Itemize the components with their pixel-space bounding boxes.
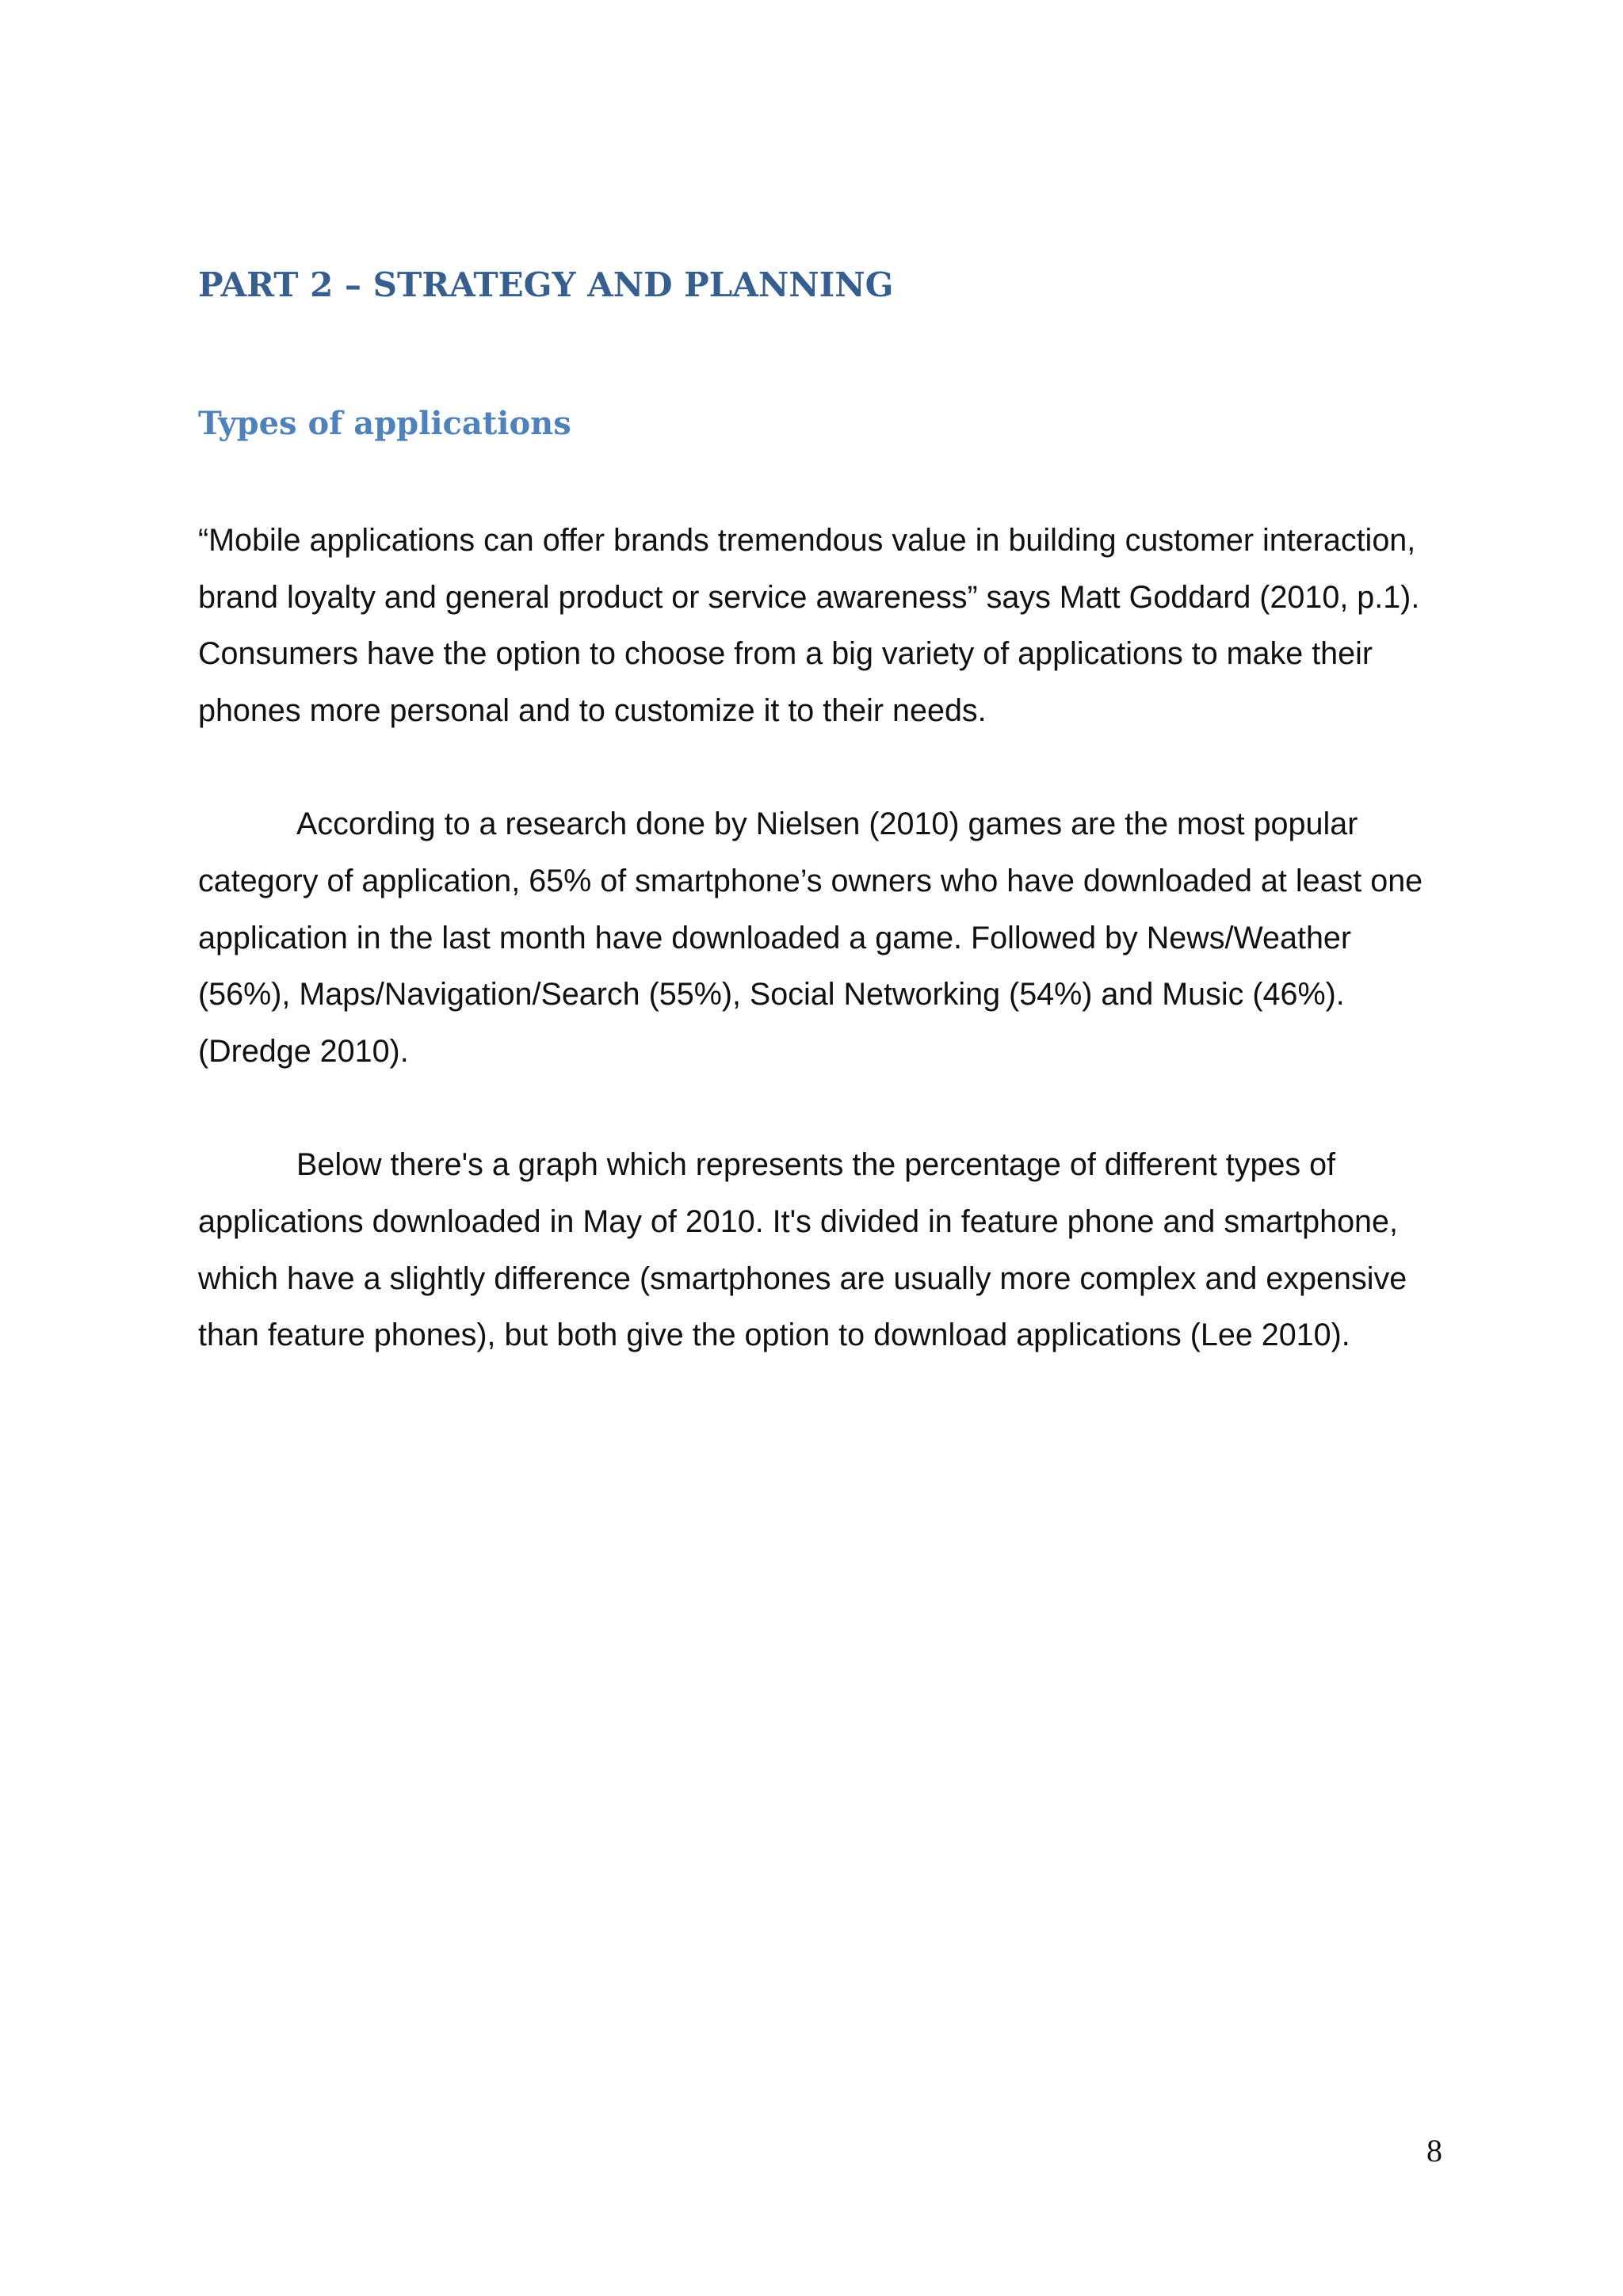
page-content bbox=[198, 261, 1442, 1364]
section-heading: Types of applications bbox=[198, 405, 571, 442]
paragraph-2: According to a research done by Nielsen (2010) games are the most popular category of application, 65% of smartphone’s owners who have downloaded at least one application in the last month have downloaded a game. Followed by News/Weather (56%), Maps/Navigation/Search (55%), Social Networking (54%) and Music (46%). (Dredge 2010). bbox=[198, 807, 1423, 1069]
page-number: 8 bbox=[1426, 2133, 1442, 2168]
paragraph-1: “Mobile applications can offer brands tremendous value in building customer interaction, brand loyalty and general product or service awareness” says Matt Goddard (2010, p.1). Consumers have the option to choose from a big variety of applications to make their phones more personal and to customize it to their needs. bbox=[198, 523, 1420, 728]
paragraph-3: Below there's a graph which represents the percentage of different types of applications downloaded in May of 2010. It's divided in feature phone and smartphone, which have a slightly difference (smartphones are usually more complex and expensive than feature phones), but both give the option to download applications (Lee 2010). bbox=[198, 1147, 1407, 1353]
part-heading: PART 2 – STRATEGY AND PLANNING bbox=[198, 265, 894, 304]
